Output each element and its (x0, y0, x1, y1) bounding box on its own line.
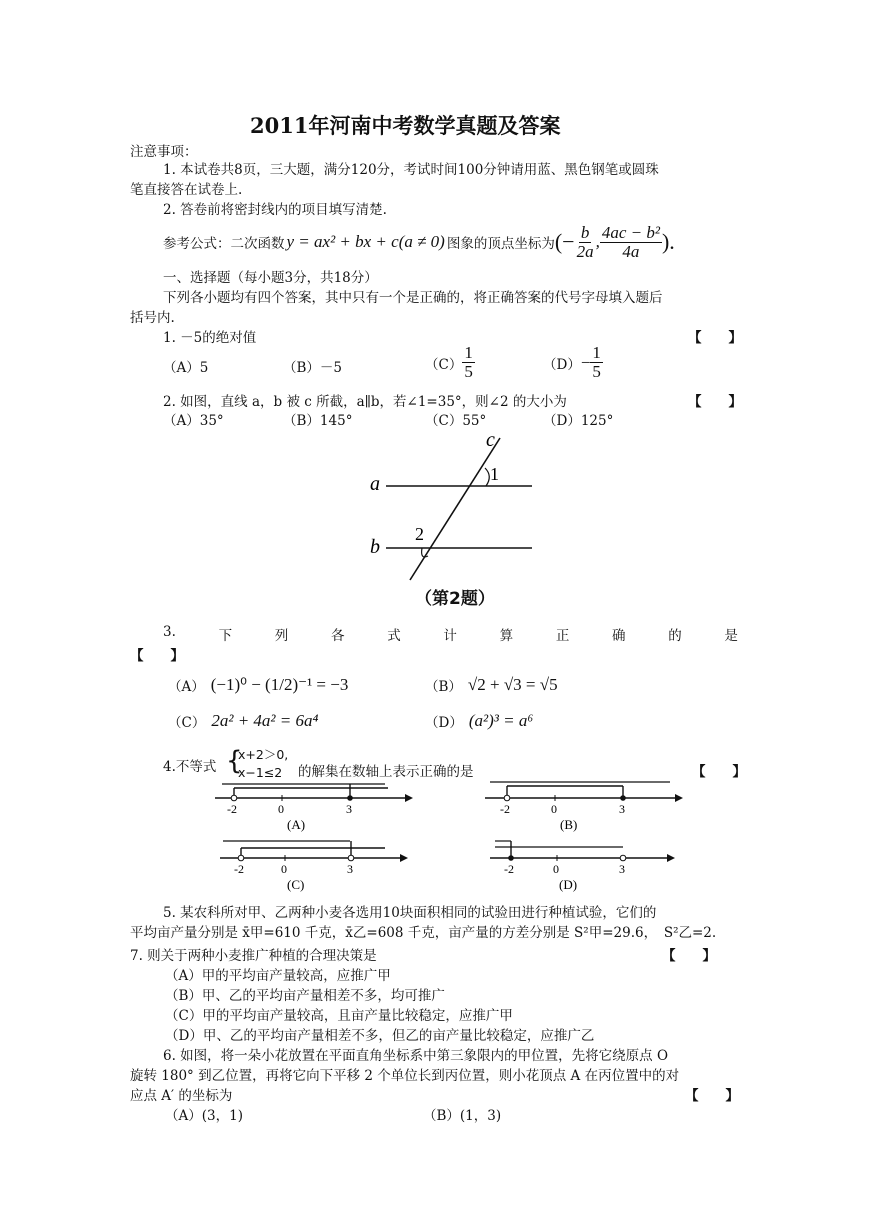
line-c (410, 438, 500, 580)
tick-label: -2 (500, 802, 510, 816)
notice-heading: 注意事项： (130, 144, 198, 160)
q6-line-2: 旋转 180° 到乙位置，再将它向下平移 2 个单位长到丙位置，则小花顶点 A 在丙位置中的对 (130, 1068, 680, 1084)
q1-option-d (543, 344, 603, 381)
q5-line-3: 7. 则关于两种小麦推广种植的合理决策是 (130, 948, 377, 964)
vertex-close: ). (661, 229, 675, 254)
page-title: 2011年河南中考数学真题及答案 (250, 113, 561, 138)
q2-figure-caption: （第2题） (415, 589, 495, 609)
q1-option-c-fraction (462, 344, 475, 381)
angle-1-arc (485, 468, 489, 486)
q4-stem-pre: 4.不等式 (163, 759, 217, 775)
q3-option-c-label: （C） (168, 715, 206, 731)
q3-option-b-expr: √2 + √3 = √5 (467, 675, 558, 694)
q4-number-line-c (215, 836, 420, 894)
tick-label: -2 (504, 862, 514, 876)
q2-figure (360, 428, 560, 610)
q3-stem-char: 各 (331, 628, 345, 644)
q1-c-num: 1 (464, 343, 473, 362)
q4-number-line-d (485, 836, 690, 894)
notice-item-1: 1. 本试卷共8页，三大题，满分120分，考试时间100分钟请用蓝、黑色钢笔或圆珠 (163, 162, 659, 178)
q6-line-3: 应点 A′ 的坐标为 (130, 1088, 233, 1104)
q1-stem: 1. －5的绝对值 (163, 330, 257, 346)
q2-option-c: （C）55° (425, 413, 487, 429)
vertex-x-num: b (580, 222, 590, 242)
formula-expression: y = ax² + bx + c(a ≠ 0) (286, 232, 445, 251)
closed-dot (620, 795, 626, 801)
label-a: a (370, 473, 380, 495)
q1-c-den: 5 (464, 362, 473, 381)
q6-option-a: （A）(3，1) (165, 1108, 243, 1124)
tick-label: 0 (281, 862, 287, 876)
vertex-x-den: 2a (576, 241, 594, 261)
q5-answer-bracket[interactable]: 【 】 (662, 948, 716, 964)
q4-number-line-a (210, 776, 415, 834)
tick-label: -2 (227, 802, 237, 816)
q3-stem-char: 的 (668, 628, 682, 644)
q3-stem (163, 624, 738, 644)
q3-option-a-label: （A） (168, 679, 205, 695)
tick-label: 3 (619, 802, 625, 816)
q6-answer-bracket[interactable]: 【 】 (685, 1088, 739, 1104)
q3-option-d-label: （D） (425, 715, 463, 731)
open-dot (238, 855, 244, 861)
tick-label: 0 (278, 802, 284, 816)
q2-option-d: （D）125° (543, 413, 614, 429)
axis-arrow (405, 794, 413, 802)
label-b: b (370, 536, 380, 558)
closed-dot (508, 855, 514, 861)
q2-option-b: （B）145° (283, 413, 353, 429)
label-angle-2: 2 (415, 524, 424, 544)
closed-dot (347, 795, 353, 801)
q4-inequality-1: x+2＞0, (238, 747, 289, 762)
q4-inequality-2: x−1≤2 (238, 765, 283, 780)
q1-d-den: 5 (592, 362, 601, 381)
q3-option-d (425, 711, 533, 731)
q1-option-d-fraction (590, 344, 603, 381)
q6-line-1: 6. 如图，将一朵小花放置在平面直角坐标系中第三象限内的甲位置，先将它绕原点 O (163, 1048, 669, 1064)
q3-option-a-expr: (−1)⁰ − (1/2)⁻¹ = −3 (210, 675, 349, 694)
formula-prefix: 参考公式：二次函数 (163, 236, 285, 252)
option-label: (D) (559, 877, 578, 892)
vertex-open: (− (554, 229, 575, 254)
axis-arrow (667, 854, 675, 862)
instructions: 下列各小题均有四个答案，其中只有一个是正确的，将正确答案的代号字母填入题后 (163, 290, 663, 306)
axis-arrow (400, 854, 408, 862)
reference-formula (163, 220, 675, 264)
open-dot (620, 855, 626, 861)
q3-stem-char: 下 (218, 628, 233, 644)
q3-stem-char: 是 (724, 628, 738, 644)
q4-answer-bracket[interactable]: 【 】 (692, 764, 746, 780)
q1-option-a: （A）5 (163, 360, 209, 376)
q4-stem-post: 的解集在数轴上表示正确的是 (298, 764, 474, 780)
q3-answer-bracket[interactable]: 【 】 (130, 648, 184, 664)
q2-stem: 2. 如图，直线 a，b 被 c 所截，a∥b，若∠1=35°，则∠2 的大小为 (163, 394, 567, 410)
tick-label: 0 (553, 862, 559, 876)
q3-stem-char: 算 (499, 628, 514, 644)
q3-stem-char: 计 (443, 628, 457, 644)
q1-option-b: （B）－5 (283, 360, 343, 376)
q4-number-line-b (480, 776, 685, 834)
label-c: c (486, 429, 495, 451)
q1-d-sign: − (580, 352, 591, 372)
q4-brace: { (226, 746, 243, 776)
vertex-y-num: 4ac − b² (601, 222, 660, 242)
notice-item-1-cont: 笔直接答在试卷上. (130, 182, 243, 198)
q1-answer-bracket[interactable]: 【 】 (688, 330, 742, 346)
vertex-comma: , (595, 232, 600, 251)
q3-stem-char: 式 (387, 628, 401, 644)
formula-mid: 图象的顶点坐标为 (446, 236, 555, 252)
q5-option-d: （D）甲、乙的平均亩产量相差不多，但乙的亩产量比较稳定，应推广乙 (165, 1028, 595, 1044)
axis-arrow (675, 794, 683, 802)
tick-label: 3 (619, 862, 625, 876)
q6-option-b: （B）(1，3) (423, 1108, 502, 1124)
q2-answer-bracket[interactable]: 【 】 (688, 394, 742, 410)
instructions-cont: 括号内. (130, 310, 175, 326)
open-dot (231, 795, 237, 801)
vertex-y-den: 4a (622, 241, 640, 261)
q5-line-2: 平均亩产量分别是 x̄甲=610 千克，x̄乙=608 千克，亩产量的方差分别是 S²甲=29.6， S²乙=2. (130, 925, 717, 941)
notice-item-2: 2. 答卷前将密封线内的项目填写清楚. (163, 202, 387, 218)
tick-label: 3 (347, 862, 353, 876)
q3-stem-char: 正 (555, 628, 570, 644)
q1-option-d-label: （D） (543, 356, 581, 373)
q3-stem-char: 确 (612, 628, 626, 644)
open-dot (348, 855, 354, 861)
q5-option-b: （B）甲、乙的平均亩产量相差不多，均可推广 (165, 988, 445, 1004)
vertex-x-fraction (575, 224, 596, 261)
q1-d-num: 1 (592, 343, 601, 362)
q2-option-a: （A）35° (163, 413, 224, 429)
q3-stem-char: 3. (163, 624, 176, 640)
q1-option-c (425, 344, 475, 381)
q3-option-a (168, 675, 348, 695)
tick-label: -2 (234, 862, 244, 876)
q3-option-d-expr: (a²)³ = a⁶ (468, 711, 534, 730)
tick-label: 3 (346, 802, 352, 816)
vertex-y-fraction (600, 224, 662, 261)
option-label: (A) (287, 817, 306, 832)
q3-option-b (425, 675, 558, 695)
q3-stem-char: 列 (274, 628, 289, 644)
open-dot (504, 795, 510, 801)
q3-option-b-label: （B） (425, 679, 462, 695)
q3-option-c (168, 711, 318, 731)
option-label: (B) (560, 817, 578, 832)
q3-option-c-expr: 2a² + 4a² = 6a⁴ (211, 711, 319, 730)
q5-line-1: 5. 某农科所对甲、乙两种小麦各选用10块面积相同的试验田进行种植试验，它们的 (163, 905, 657, 921)
label-angle-1: 1 (490, 464, 499, 484)
section-heading: 一、选择题（每小题3分，共18分） (163, 270, 378, 286)
option-label: (C) (287, 877, 305, 892)
q5-option-c: （C）甲的平均亩产量较高，且亩产量比较稳定，应推广甲 (165, 1008, 513, 1024)
q1-option-c-label: （C） (425, 356, 463, 373)
tick-label: 0 (551, 802, 557, 816)
q5-option-a: （A）甲的平均亩产量较高，应推广甲 (165, 968, 391, 984)
